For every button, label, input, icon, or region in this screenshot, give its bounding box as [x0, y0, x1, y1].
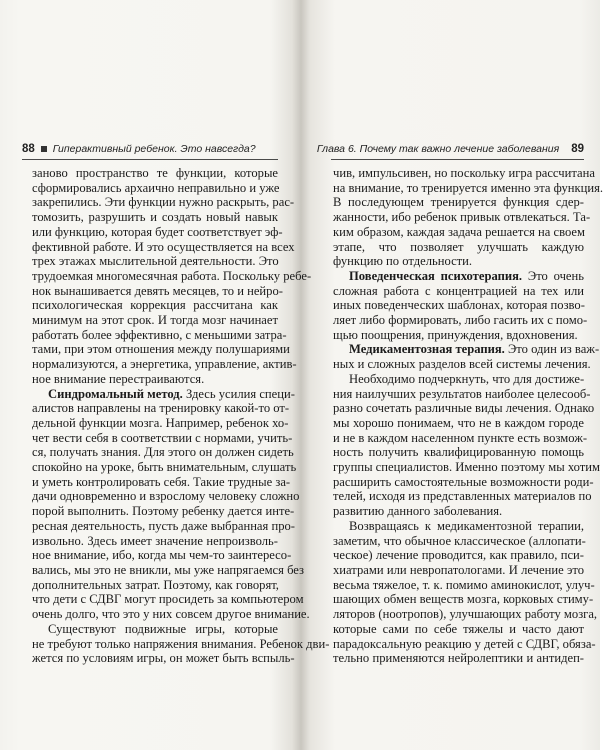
text-line — [333, 298, 584, 313]
text-line — [333, 489, 592, 504]
right-page — [301, 0, 603, 750]
text-line — [32, 651, 295, 666]
text-line — [32, 166, 278, 181]
text-line — [32, 504, 295, 519]
text-line — [32, 239, 295, 255]
text-line — [333, 534, 584, 549]
line-text: вались, мы это не вникли, мы уже напрягаемся без — [32, 562, 305, 577]
line-text: жанности, ибо ребенок привык отвлекаться. Та- — [333, 210, 591, 225]
text-line — [32, 607, 310, 622]
line-text: разно сочетать различные виды лечения. Однако — [333, 401, 595, 416]
line-text: тельно применяются нейролептики и антидеп- — [333, 651, 584, 666]
line-text: Существуют подвижные игры, которые — [48, 621, 278, 636]
text-line — [333, 592, 594, 607]
line-text: работать более эффективно, с меньшими затра- — [32, 327, 287, 342]
left-page-number: 88 — [22, 143, 35, 155]
text-line — [333, 474, 594, 490]
right-running-head-text: Глава 6. Почему так важно лечение заболевания — [316, 143, 560, 155]
line-text: этапе, что позволяет улучшать каждую — [333, 239, 584, 254]
text-line — [333, 254, 584, 269]
line-text: весьма тяжелое, т. к. помимо аминокислот, улуч- — [333, 577, 595, 592]
text-line — [32, 327, 287, 343]
line-text: сформировались архаично неправильно и уже — [32, 180, 280, 195]
line-text: нок вынашивается девять месяцев, то и нейро- — [32, 283, 283, 298]
bold-term: Синдромальный метод. — [48, 386, 183, 401]
text-line — [32, 534, 278, 549]
text-line — [333, 548, 584, 563]
line-text: минимум на этот срок. И тогда мозг начинает — [32, 313, 278, 328]
line-text: извольно. Здесь имеет значение непроизволь- — [32, 533, 278, 548]
text-line — [32, 372, 278, 387]
line-text: фективной работе. И это осуществляется на всех — [32, 239, 295, 254]
line-text: порой выполнить. Поэтому ребенку дается инте- — [32, 504, 295, 519]
line-text: алистов направлены на тренировку какой-то от- — [32, 401, 290, 416]
text-line — [32, 298, 278, 313]
line-text: трех этажах мыслительной деятельности. Это — [32, 254, 279, 269]
line-text: хиатрами или невропатологами. И лечение это — [333, 562, 584, 577]
line-text: Это очень — [522, 268, 585, 283]
line-text: чив, импульсивен, но поскольку игра рассчитана — [333, 166, 595, 180]
line-text: ким образом, каждая задача решается на своем — [333, 224, 585, 239]
right-header-rule — [331, 159, 584, 160]
line-text: тами, при этом отношения между полушариями — [32, 342, 290, 357]
line-text: дельной функции мозга. Например, ребенок хо- — [32, 415, 289, 430]
line-text: что дети с СДВГ могут просидеть за компьютером — [32, 592, 304, 607]
text-line — [333, 636, 596, 652]
text-line — [32, 489, 300, 504]
line-text: ся, получать знания. Для этого он должен сидеть — [32, 445, 294, 460]
left-running-header — [22, 141, 278, 157]
text-line — [333, 445, 584, 460]
text-line — [333, 519, 584, 534]
line-text: парадоксальную реакцию у детей с СДВГ, обяза- — [333, 636, 596, 651]
line-text: закрепились. Эти функции нужно раскрыть, рас- — [32, 195, 295, 210]
line-text: Здесь усилия специ- — [182, 386, 295, 401]
text-line — [32, 254, 278, 269]
line-text: расширить самостоятельные возможности роди- — [333, 474, 594, 489]
line-text: ния наилучших результатов наиболее целесооб- — [333, 386, 591, 401]
line-text: группы специалистов. Именно поэтому мы хотим — [333, 460, 600, 475]
text-line — [333, 269, 584, 284]
line-text: шающих обмен веществ мозга, корковых стиму- — [333, 592, 594, 607]
line-text: дачи одновременно и взрослому человеку сложно — [32, 489, 300, 504]
text-line — [32, 386, 295, 402]
line-text: трудоемкая многомесячная работа. Поскольку ребе- — [32, 268, 312, 283]
left-body-text — [32, 166, 330, 666]
line-text: не требуют только напряжения внимания. Ребенок дви- — [32, 636, 330, 651]
line-text: ность получить квалифицированную помощь — [333, 445, 584, 460]
text-line — [333, 372, 584, 387]
text-line — [333, 357, 591, 372]
line-text: и не в каждом населенном пункте есть возмож- — [333, 430, 588, 445]
right-page-number: 89 — [571, 143, 584, 155]
text-line — [32, 268, 312, 284]
line-text: ное внимание перестраиваются. — [32, 371, 205, 386]
line-text: иных поведенческих шаблонах, которая позво- — [333, 298, 585, 313]
text-line — [32, 445, 294, 460]
text-line — [32, 622, 278, 637]
left-running-head-text: Гиперактивный ребенок. Это навсегда? — [52, 143, 256, 155]
line-text: ческое) лечение проводится, как правило, пси- — [333, 548, 584, 563]
text-line — [32, 578, 278, 593]
text-line — [333, 607, 598, 622]
text-line — [333, 651, 584, 666]
line-text: ное внимание, ибо, когда мы чем-то заинтересо- — [32, 548, 292, 563]
text-line — [32, 430, 293, 446]
line-text: мы хорошо понимаем, что не в каждом городе — [333, 415, 584, 430]
text-line — [333, 342, 600, 357]
line-text: В последующем тренируется функция сдер- — [333, 195, 584, 210]
line-text: щью поощрения, принуждения, вдохновения. — [333, 327, 578, 342]
text-line — [333, 328, 584, 343]
line-text: заново пространство те функции, которые — [32, 166, 278, 180]
square-bullet-icon — [41, 146, 47, 152]
line-text: сложная работа с концентрацией на тех или — [333, 283, 584, 298]
text-line — [32, 313, 278, 328]
line-text: на внимание, то тренируется именно эта функция. — [333, 180, 603, 195]
text-line — [32, 460, 297, 475]
text-line — [32, 224, 283, 240]
line-text: психологическая коррекция рассчитана как — [32, 298, 278, 313]
text-line — [333, 166, 595, 181]
text-line — [32, 283, 283, 299]
text-line — [32, 357, 297, 372]
left-header-rule — [22, 159, 278, 160]
line-text: функцию по отдельности. — [333, 254, 473, 269]
line-text: чет вести себя в соответствии с нормами, учить- — [32, 430, 293, 445]
text-line — [333, 401, 595, 416]
text-line — [333, 210, 591, 225]
text-line — [333, 284, 584, 299]
line-text: дополнительных затрат. Поэтому, как говорят, — [32, 577, 279, 592]
text-line — [333, 504, 584, 519]
line-text: и уметь контролировать себя. Такие трудные за- — [32, 474, 291, 489]
text-line — [333, 240, 584, 255]
text-line — [333, 460, 600, 475]
line-text: заметим, что обычное классическое (аллопати- — [333, 533, 586, 548]
line-text: нормализуются, а энергетика, управление, актив- — [32, 357, 297, 372]
text-line — [333, 313, 588, 328]
line-text: очень долго, что это у них совсем другое внимание. — [32, 607, 310, 622]
right-running-header — [316, 141, 584, 157]
text-line — [32, 474, 291, 490]
text-line — [32, 548, 292, 563]
line-text: ных и сложных разделов всей системы лечения. — [333, 357, 591, 372]
line-text: Возвращаясь к медикаментозной терапии, — [349, 518, 584, 533]
right-body-text — [333, 166, 603, 666]
line-text: телей, исходя из представленных материалов по — [333, 489, 592, 504]
text-line — [32, 592, 304, 607]
text-line — [333, 430, 588, 446]
line-text: развитию данного заболевания. — [333, 504, 503, 519]
text-line — [32, 181, 278, 196]
text-line — [333, 386, 591, 402]
text-line — [333, 180, 603, 196]
line-text: томозить, разрушить и создать новый навык — [32, 210, 278, 225]
text-line — [32, 401, 290, 416]
line-text: ресная деятельность, пусть даже выбранная про- — [32, 518, 295, 533]
text-line — [32, 210, 278, 225]
line-text: которые сами по себе тяжелы и часто дают — [333, 621, 584, 636]
text-line — [32, 195, 295, 210]
text-line — [32, 415, 289, 431]
line-text: Это один из важ- — [504, 342, 600, 357]
bold-term: Поведенческая психотерапия. — [349, 268, 523, 283]
text-line — [32, 562, 305, 578]
line-text: ляет либо формировать, либо гасить их с помо- — [333, 313, 588, 328]
line-text: спокойно на уроке, быть внимательным, слушать — [32, 460, 297, 475]
text-line — [333, 563, 584, 578]
line-text: ляторов (ноотропов), улучшающих работу мозга, — [333, 607, 598, 622]
text-line — [333, 416, 584, 431]
text-line — [32, 342, 290, 357]
line-text: Необходимо подчеркнуть, что для достиже- — [349, 371, 585, 386]
text-line — [32, 518, 295, 534]
text-line — [32, 636, 330, 652]
bold-term: Медикаментозная терапия. — [349, 342, 505, 357]
line-text: или функцию, которая будет соответствует эф- — [32, 224, 283, 239]
text-line — [333, 577, 595, 593]
text-line — [333, 195, 584, 210]
text-line — [333, 622, 584, 637]
line-text: жется по условиям игры, он может быть вспыль- — [32, 651, 295, 666]
text-line — [333, 225, 584, 240]
